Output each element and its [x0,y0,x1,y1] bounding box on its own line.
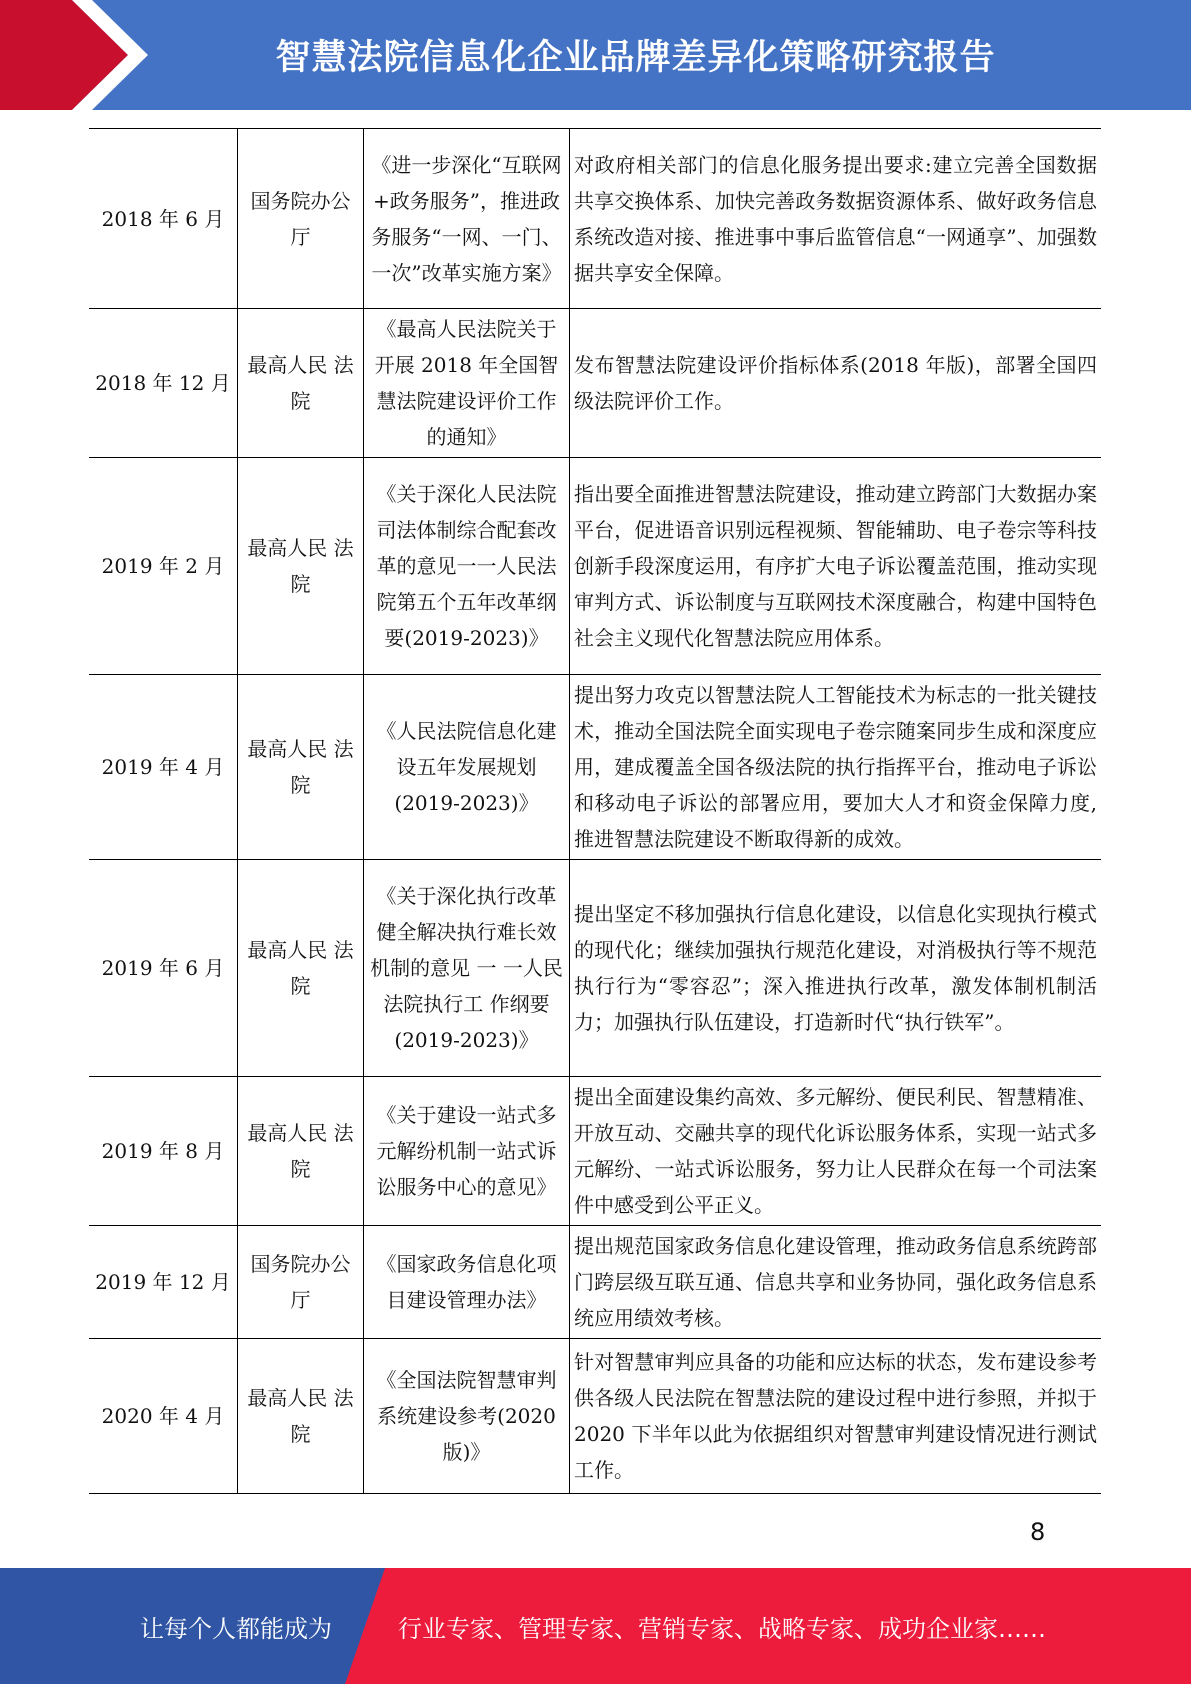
content-cell: 针对智慧审判应具备的功能和应达标的状态，发布建设参考供各级人民法院在智慧法院的建设过程中进行参照，并拟于 2020 下半年以此为依据组织对智慧审判建设情况进行测试工作。 [570,1339,1102,1494]
document-cell: 《人民法院信息化建设五年发展规划(2019-2023)》 [364,675,570,860]
content-cell: 发布智慧法院建设评价指标体系(2018 年版)，部署全国四级法院评价工作。 [570,309,1102,458]
issuer-cell: 国务院办公厅 [238,129,364,309]
content-cell: 提出全面建设集约高效、多元解纷、便民利民、智慧精准、开放互动、交融共享的现代化诉讼服务体系，实现一站式多元解纷、一站式诉讼服务，努力让人民群众在每一个司法案件中感受到公平正义。 [570,1077,1102,1226]
date-cell: 2019 年 12 月 [89,1226,238,1339]
document-cell: 《国家政务信息化项目建设管理办法》 [364,1226,570,1339]
red-chevron-decoration [0,0,160,110]
content-cell: 指出要全面推进智慧法院建设，推动建立跨部门大数据办案平台，促进语音识别远程视频、智能辅助、电子卷宗等科技创新手段深度运用，有序扩大电子诉讼覆盖范围，推动实现审判方式、诉讼制度与互联网技术深度融合，构建中国特色社会主义现代化智慧法院应用体系。 [570,458,1102,675]
issuer-cell: 最高人民 法院 [238,1077,364,1226]
date-cell: 2018 年 6 月 [89,129,238,309]
date-cell: 2019 年 6 月 [89,860,238,1077]
policy-table [89,128,1101,1494]
document-cell: 《全国法院智慧审判系统建设参考(2020 版)》 [364,1339,570,1494]
issuer-cell: 最高人民 法院 [238,675,364,860]
table-row [89,1077,1101,1226]
table-row [89,309,1101,458]
date-cell: 2019 年 2 月 [89,458,238,675]
issuer-cell: 国务院办公厅 [238,1226,364,1339]
document-cell: 《关于深化执行改革健全解决执行难长效机制的意见 一 一人民法院执行工 作纲要(2019-2023)》 [364,860,570,1077]
content-cell: 提出努力攻克以智慧法院人工智能技术为标志的一批关键技术，推动全国法院全面实现电子卷宗随案同步生成和深度应用，建成覆盖全国各级法院的执行指挥平台，推动电子诉讼和移动电子诉讼的部署应用，要加大人才和资金保障力度,推进智慧法院建设不断取得新的成效。 [570,675,1102,860]
document-cell: 《关于建设一站式多元解纷机制一站式诉讼服务中心的意见》 [364,1077,570,1226]
issuer-cell: 最高人民 法院 [238,1339,364,1494]
date-cell: 2019 年 4 月 [89,675,238,860]
table-row [89,675,1101,860]
date-cell: 2020 年 4 月 [89,1339,238,1494]
issuer-cell: 最高人民 法院 [238,860,364,1077]
document-cell: 《关于深化人民法院司法体制综合配套改革的意见一一人民法院第五个五年改革纲要(2019-2023)》 [364,458,570,675]
report-title: 智慧法院信息化企业品牌差异化策略研究报告 [275,38,996,78]
table-row [89,458,1101,675]
footer-slogan-left: 让每个人都能成为 [140,1614,332,1643]
page-number: 8 [1030,1518,1046,1546]
table-row [89,1226,1101,1339]
table-row [89,129,1101,309]
document-cell: 《最高人民法院关于开展 2018 年全国智慧法院建设评价工作的通知》 [364,309,570,458]
content-cell: 对政府相关部门的信息化服务提出要求:建立完善全国数据共享交换体系、加快完善政务数据资源体系、做好政务信息系统改造对接、推进事中事后监管信息“一网通享”、加强数据共享安全保障。 [570,129,1102,309]
page-header [0,0,1191,110]
table-row [89,860,1101,1077]
footer-slogan-right: 行业专家、管理专家、营销专家、战略专家、成功企业家…… [398,1614,1046,1643]
table-row [89,1339,1101,1494]
date-cell: 2019 年 8 月 [89,1077,238,1226]
issuer-cell: 最高人民 法院 [238,309,364,458]
content-cell: 提出规范国家政务信息化建设管理，推动政务信息系统跨部门跨层级互联互通、信息共享和业务协同，强化政务信息系统应用绩效考核。 [570,1226,1102,1339]
document-cell: 《进一步深化“互联网+政务服务”，推进政务服务“一网、一门、一次”改革实施方案》 [364,129,570,309]
date-cell: 2018 年 12 月 [89,309,238,458]
issuer-cell: 最高人民 法院 [238,458,364,675]
page-footer [0,1568,1191,1684]
content-cell: 提出坚定不移加强执行信息化建设，以信息化实现执行模式的现代化；继续加强执行规范化建设，对消极执行等不规范执行行为“零容忍”；深入推进执行改革，激发体制机制活力；加强执行队伍建设，打造新时代“执行铁军”。 [570,860,1102,1077]
